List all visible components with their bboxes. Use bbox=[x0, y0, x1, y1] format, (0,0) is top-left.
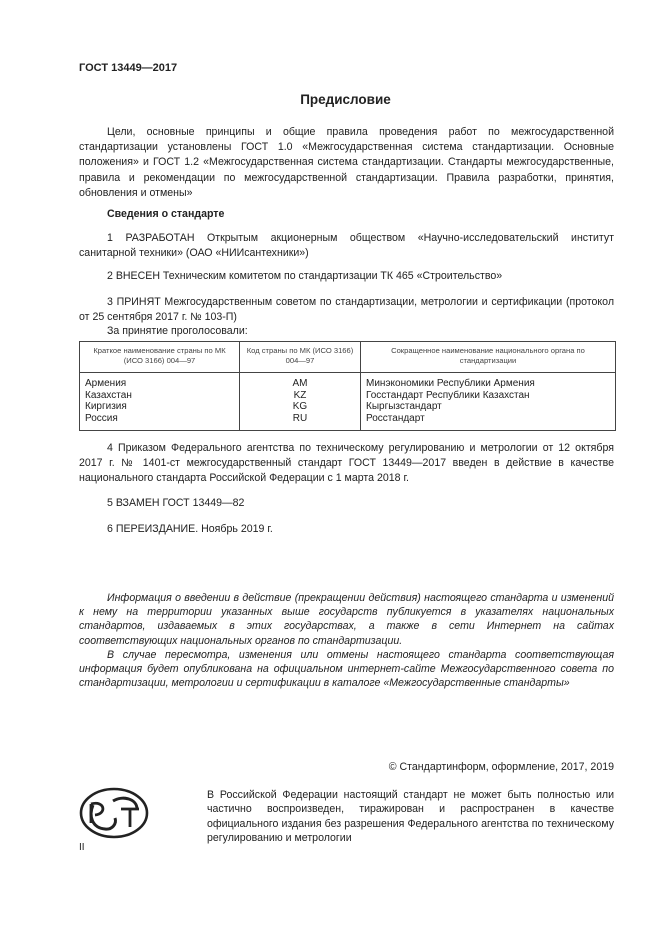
table-row bbox=[80, 373, 616, 390]
item-2 bbox=[79, 269, 614, 284]
item-3-text: 3 ПРИНЯТ Межгосударственным советом по стандартизации, метрологии и сертификации (протокол от 25 сентября 2017 г. № 103-П) bbox=[79, 296, 614, 324]
cell-body: Кыргызстандарт bbox=[361, 401, 616, 413]
cell-code: KZ bbox=[240, 390, 361, 402]
item-4 bbox=[79, 441, 614, 487]
table-header-row bbox=[80, 342, 616, 373]
item-6-text: 6 ПЕРЕИЗДАНИЕ. Ноябрь 2019 г. bbox=[107, 523, 273, 535]
cell-country: Россия bbox=[80, 413, 240, 431]
item-2-text: 2 ВНЕСЕН Техническим комитетом по стандартизации ТК 465 «Строительство» bbox=[107, 270, 503, 282]
section-heading: Сведения о стандарте bbox=[107, 208, 225, 220]
table-header-body: Сокращенное наименование национального органа по стандартизации bbox=[361, 342, 616, 373]
table-header-country: Краткое наименование страны по МК (ИСО 3166) 004—97 bbox=[80, 342, 240, 373]
item-5 bbox=[79, 496, 614, 511]
item-1-text: 1 РАЗРАБОТАН Открытым акционерным обществом «Научно-исследовательский институт санитарной техники» (ОАО «НИИсантехники») bbox=[79, 232, 614, 260]
document-code: ГОСТ 13449—2017 bbox=[79, 62, 178, 74]
cell-body: Росстандарт bbox=[361, 413, 616, 431]
cell-code: KG bbox=[240, 401, 361, 413]
table-row bbox=[80, 390, 616, 402]
table-row bbox=[80, 401, 616, 413]
item-4-text: 4 Приказом Федерального агентства по техническому регулированию и метрологии от 12 октября 2017 г. № 1401-ст межгосударственный стандарт ГОСТ 13449—2017 введен в действие в качестве национального стандарта Российской Федерации с 1 марта 2018 г. bbox=[79, 442, 614, 485]
table-row bbox=[80, 413, 616, 431]
legal-notice bbox=[207, 788, 614, 846]
notice-text-2: В случае пересмотра, изменения или отмены настоящего стандарта соответствующая информация будет опубликована на официальном интернет-сайте Межгосударственного совета по стандартизации, метрологии и сертификации в каталоге «Межгосударственные стандарты» bbox=[79, 649, 614, 690]
cell-code: AM bbox=[240, 373, 361, 390]
item-6 bbox=[79, 522, 614, 537]
cell-body: Госстандарт Республики Казахстан bbox=[361, 390, 616, 402]
item-3-voted-text: За принятие проголосовали: bbox=[107, 325, 248, 337]
cell-code: RU bbox=[240, 413, 361, 431]
voting-states-table bbox=[79, 341, 616, 431]
item-3 bbox=[79, 295, 614, 325]
cell-country: Армения bbox=[80, 373, 240, 390]
page-title: Предисловие bbox=[300, 92, 391, 107]
notice-paragraph-1 bbox=[79, 591, 614, 648]
notice-text-1: Информация о введении в действие (прекращении действия) настоящего стандарта и изменений к нему на территории указанных выше государств публикуется в указателях национальных стандартов, издаваемых в этих государствах, а также в сети Интернет на сайтах соответствующих национальных органов по стандартизации. bbox=[79, 592, 614, 647]
notice-paragraph-2 bbox=[79, 648, 614, 691]
item-1 bbox=[79, 231, 614, 261]
legal-text: В Российской Федерации настоящий стандарт не может быть полностью или частично воспроизведен, тиражирован и распространен в качестве официального издания без разрешения Федерального агентства по техническому регулированию и метрологии bbox=[207, 789, 614, 845]
intro-paragraph bbox=[79, 125, 614, 201]
copyright-line: © Стандартинформ, оформление, 2017, 2019 bbox=[388, 761, 614, 773]
cell-country: Казахстан bbox=[80, 390, 240, 402]
intro-text: Цели, основные принципы и общие правила проведения работ по межгосударственной стандартизации установлены ГОСТ 1.0 «Межгосударственная система стандартизации. Основные положения» и ГОСТ 1.2 «Межгосударственная система стандартизации. Стандарты межгосударственные, правила и рекомендации по межгосударственной стандартизации. Правила разработки, принятия, обновления и отмены» bbox=[79, 126, 614, 199]
item-5-text: 5 ВЗАМЕН ГОСТ 13449—82 bbox=[107, 497, 245, 509]
rst-certification-mark-icon bbox=[79, 787, 149, 839]
table-header-code: Код страны по МК (ИСО 3166) 004—97 bbox=[240, 342, 361, 373]
cell-body: Минэкономики Республики Армения bbox=[361, 373, 616, 390]
cell-country: Киргизия bbox=[80, 401, 240, 413]
item-3-voted bbox=[79, 324, 614, 339]
page-number: II bbox=[79, 842, 85, 853]
